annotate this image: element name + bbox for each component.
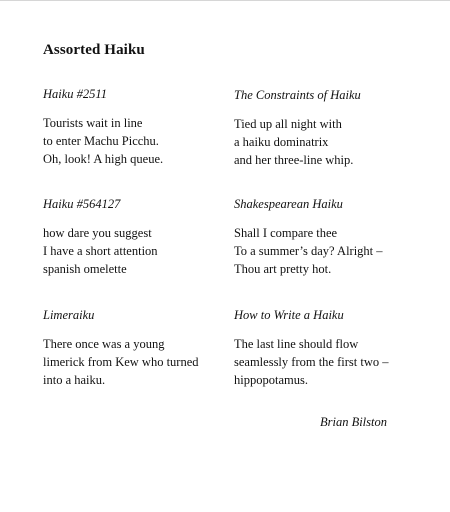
- poem-line: hippopotamus.: [234, 373, 308, 387]
- poem-haiku-2511: [43, 86, 243, 168]
- poem-shakespearean-haiku: [234, 196, 434, 278]
- poem-body: [234, 335, 434, 389]
- poem-line: into a haiku.: [43, 373, 106, 387]
- poem-line: The last line should flow: [234, 337, 359, 351]
- poem-line: To a summer’s day? Alright –: [234, 244, 383, 258]
- poem-title: How to Write a Haiku: [234, 308, 344, 322]
- poem-body: [234, 224, 434, 278]
- poem-body: [43, 335, 243, 389]
- poem-title: Limeraiku: [43, 308, 95, 322]
- poem-limeraiku: [43, 307, 243, 389]
- poem-line: Thou art pretty hot.: [234, 262, 332, 276]
- poem-line: to enter Machu Picchu.: [43, 134, 159, 148]
- poem-line: a haiku dominatrix: [234, 135, 329, 149]
- poem-title: Shakespearean Haiku: [234, 197, 343, 211]
- document-title: Assorted Haiku: [43, 42, 145, 58]
- poem-line: Shall I compare thee: [234, 226, 338, 240]
- author-signature: Brian Bilston: [319, 415, 387, 429]
- poem-line: seamlessly from the first two –: [234, 355, 389, 369]
- poem-how-to-write-a-haiku: [234, 307, 434, 389]
- poem-line: Oh, look! A high queue.: [43, 152, 164, 166]
- poem-line: how dare you suggest: [43, 226, 152, 240]
- poem-title: The Constraints of Haiku: [234, 88, 361, 102]
- poem-line: There once was a young: [43, 337, 165, 351]
- poem-body: [234, 115, 434, 169]
- poem-line: and her three-line whip.: [234, 153, 354, 167]
- poem-line: limerick from Kew who turned: [43, 355, 199, 369]
- top-divider: [0, 0, 450, 1]
- poem-line: I have a short attention: [43, 244, 158, 258]
- poem-title: Haiku #2511: [43, 87, 107, 101]
- poem-line: Tourists wait in line: [43, 116, 143, 130]
- poem-constraints-of-haiku: [234, 87, 434, 169]
- poem-line: spanish omelette: [43, 262, 127, 276]
- poem-haiku-564127: [43, 196, 243, 278]
- poem-title: Haiku #564127: [43, 197, 121, 211]
- poem-body: [43, 114, 243, 168]
- poem-line: Tied up all night with: [234, 117, 342, 131]
- poem-body: [43, 224, 243, 278]
